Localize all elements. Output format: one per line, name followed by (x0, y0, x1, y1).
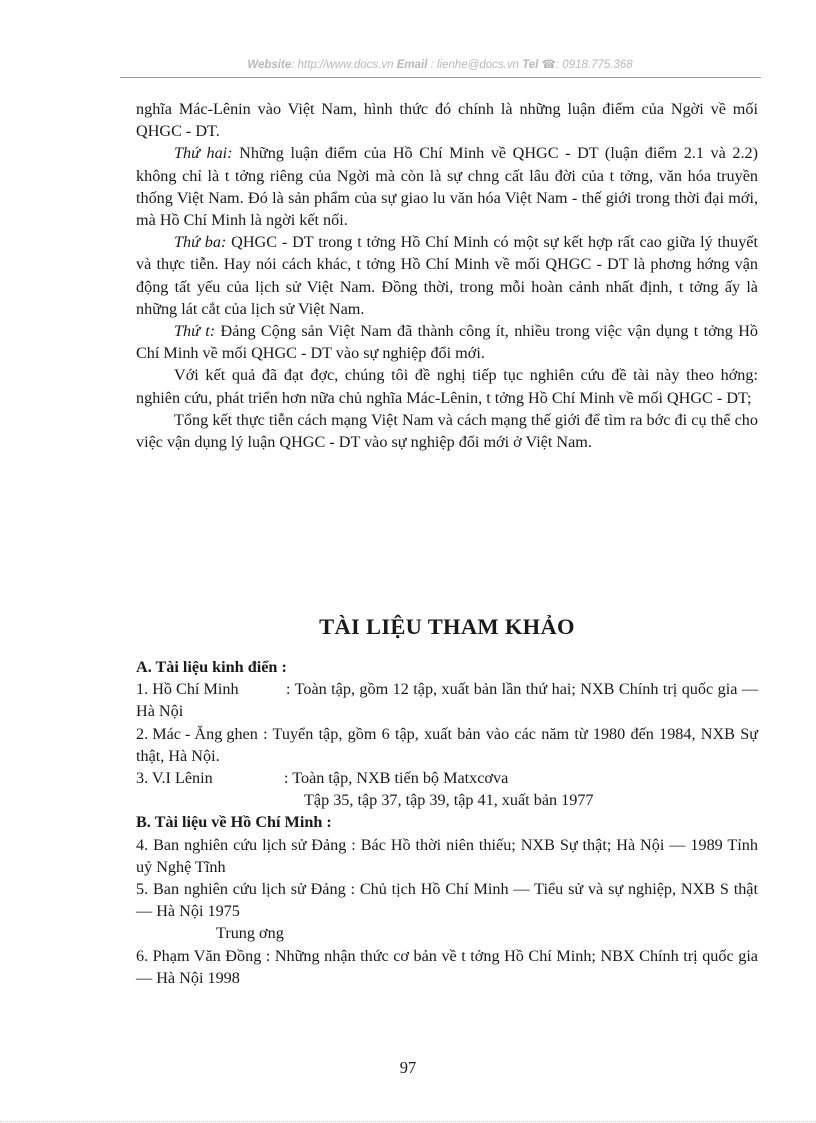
website-label: Website (247, 59, 292, 71)
header-divider (120, 77, 761, 78)
reference-item: 4. Ban nghiên cứu lịch sử Đảng : Bác Hồ thời niên thiếu; NXB Sự thật; Hà Nội — 1989 Tỉnh uỷ Nghệ Tĩnh (136, 835, 758, 876)
paragraph-4-text: Đảng Cộng sản Việt Nam đã thành công ít, nhiều trong việc vận dụng t tởng Hồ Chí Minh về mối QHGC - DT vào sự nghiệp đổi mới. (136, 322, 758, 363)
paragraph-2-text: Những luận điểm của Hồ Chí Minh về QHGC - DT (luận điểm 2.1 và 2.2) không chỉ là t tởng riêng của Ngời mà còn là sự chng cất lâu đời của t tởng, văn hóa truyền thống Việt Nam. Đó là sản phẩm của sự giao lu văn hóa Việt Nam - thế giới trong thời đại mới, mà Hồ Chí Minh là ngời kết nối. (136, 144, 758, 230)
reference-text: : Toàn tập, NXB tiến bộ Matxcơva (284, 769, 509, 788)
tel-label: Tel (522, 59, 539, 71)
section-b-heading: B. Tài liệu về Hồ Chí Minh : (136, 813, 332, 832)
paragraph-3-lead: Thứ ba: (174, 233, 227, 252)
paragraph-5: Với kết quả đã đạt đợc, chúng tôi đề nghị tiếp tục nghiên cứu đề tài này theo hớng: nghiên cứu, phát triển hơn nữa chủ nghĩa Mác-Lênin, t tởng Hồ Chí Minh về mối QHGC - DT; (136, 366, 758, 407)
reference-item: 6. Phạm Văn Đồng : Những nhận thức cơ bản về t tởng Hồ Chí Minh; NBX Chính trị quốc gia — Hà Nội 1998 (136, 946, 758, 987)
paragraph-4 (136, 320, 758, 364)
page-number: 97 (399, 1058, 417, 1077)
reference-continuation: Trung ơng (216, 924, 284, 943)
reference-item (136, 767, 758, 789)
body-text (136, 98, 758, 453)
reference-text: : Tuyển tập, gồm 6 tập, xuất bản vào các năm từ 1980 đến 1984, NXB Sự thật, Hà Nội. (136, 724, 758, 765)
paragraph-1: nghĩa Mác-Lênin vào Việt Nam, hình thức đó chính là những luận điểm của Ngời về mối QHGC - DT. (136, 100, 758, 141)
paragraph-3 (136, 231, 758, 320)
footer-divider (0, 1121, 816, 1122)
email-label: Email (396, 59, 428, 71)
references-list (136, 656, 758, 989)
references-title: TÀI LIỆU THAM KHẢO (319, 614, 575, 639)
reference-author: 3. V.I Lênin (136, 769, 213, 788)
paragraph-6: Tổng kết thực tiễn cách mạng Việt Nam và cách mạng thế giới để tìm ra bớc đi cụ thể cho việc vận dụng lý luận QHGC - DT vào sự nghiệp đổi mới ở Việt Nam. (136, 410, 758, 452)
page-header (120, 57, 760, 75)
email-value: : lienhe@docs.vn (430, 59, 519, 71)
tel-value: ☎: 0918.775.368 (541, 59, 633, 71)
paragraph-2-lead: Thứ hai: (174, 144, 233, 163)
reference-item (136, 723, 758, 767)
reference-author: 2. Mác - Ăng ghen (136, 724, 258, 743)
reference-item (136, 678, 758, 722)
paragraph-2 (136, 142, 758, 231)
reference-author: 1. Hồ Chí Minh (136, 680, 239, 699)
paragraph-3-text: QHGC - DT trong t tởng Hồ Chí Minh có một sự kết hợp rất cao giữa lý thuyết và thực tiễn. Hay nói cách khác, t tởng Hồ Chí Minh về mối QHGC - DT là phơng hớng vận động tất yếu của lịch sử Việt Nam. Đồng thời, trong mỗi hoàn cảnh nhất định, t tởng ấy là những lát cắt của lịch sử Việt Nam. (136, 233, 758, 318)
reference-item: 5. Ban nghiên cứu lịch sử Đảng : Chủ tịch Hồ Chí Minh — Tiểu sử và sự nghiệp, NXB S thật — Hà Nội 1975 (136, 880, 758, 921)
website-value: : http://www.docs.vn (291, 59, 394, 71)
reference-continuation: Tập 35, tập 37, tập 39, tập 41, xuất bản 1977 (304, 791, 594, 810)
paragraph-4-lead: Thứ t: (174, 322, 216, 341)
section-a-heading: A. Tài liệu kinh điển : (136, 658, 287, 676)
reference-text: : Toàn tập, gồm 12 tập, xuất bản lần thứ hai; NXB Chính trị quốc gia — Hà Nội (136, 680, 758, 721)
